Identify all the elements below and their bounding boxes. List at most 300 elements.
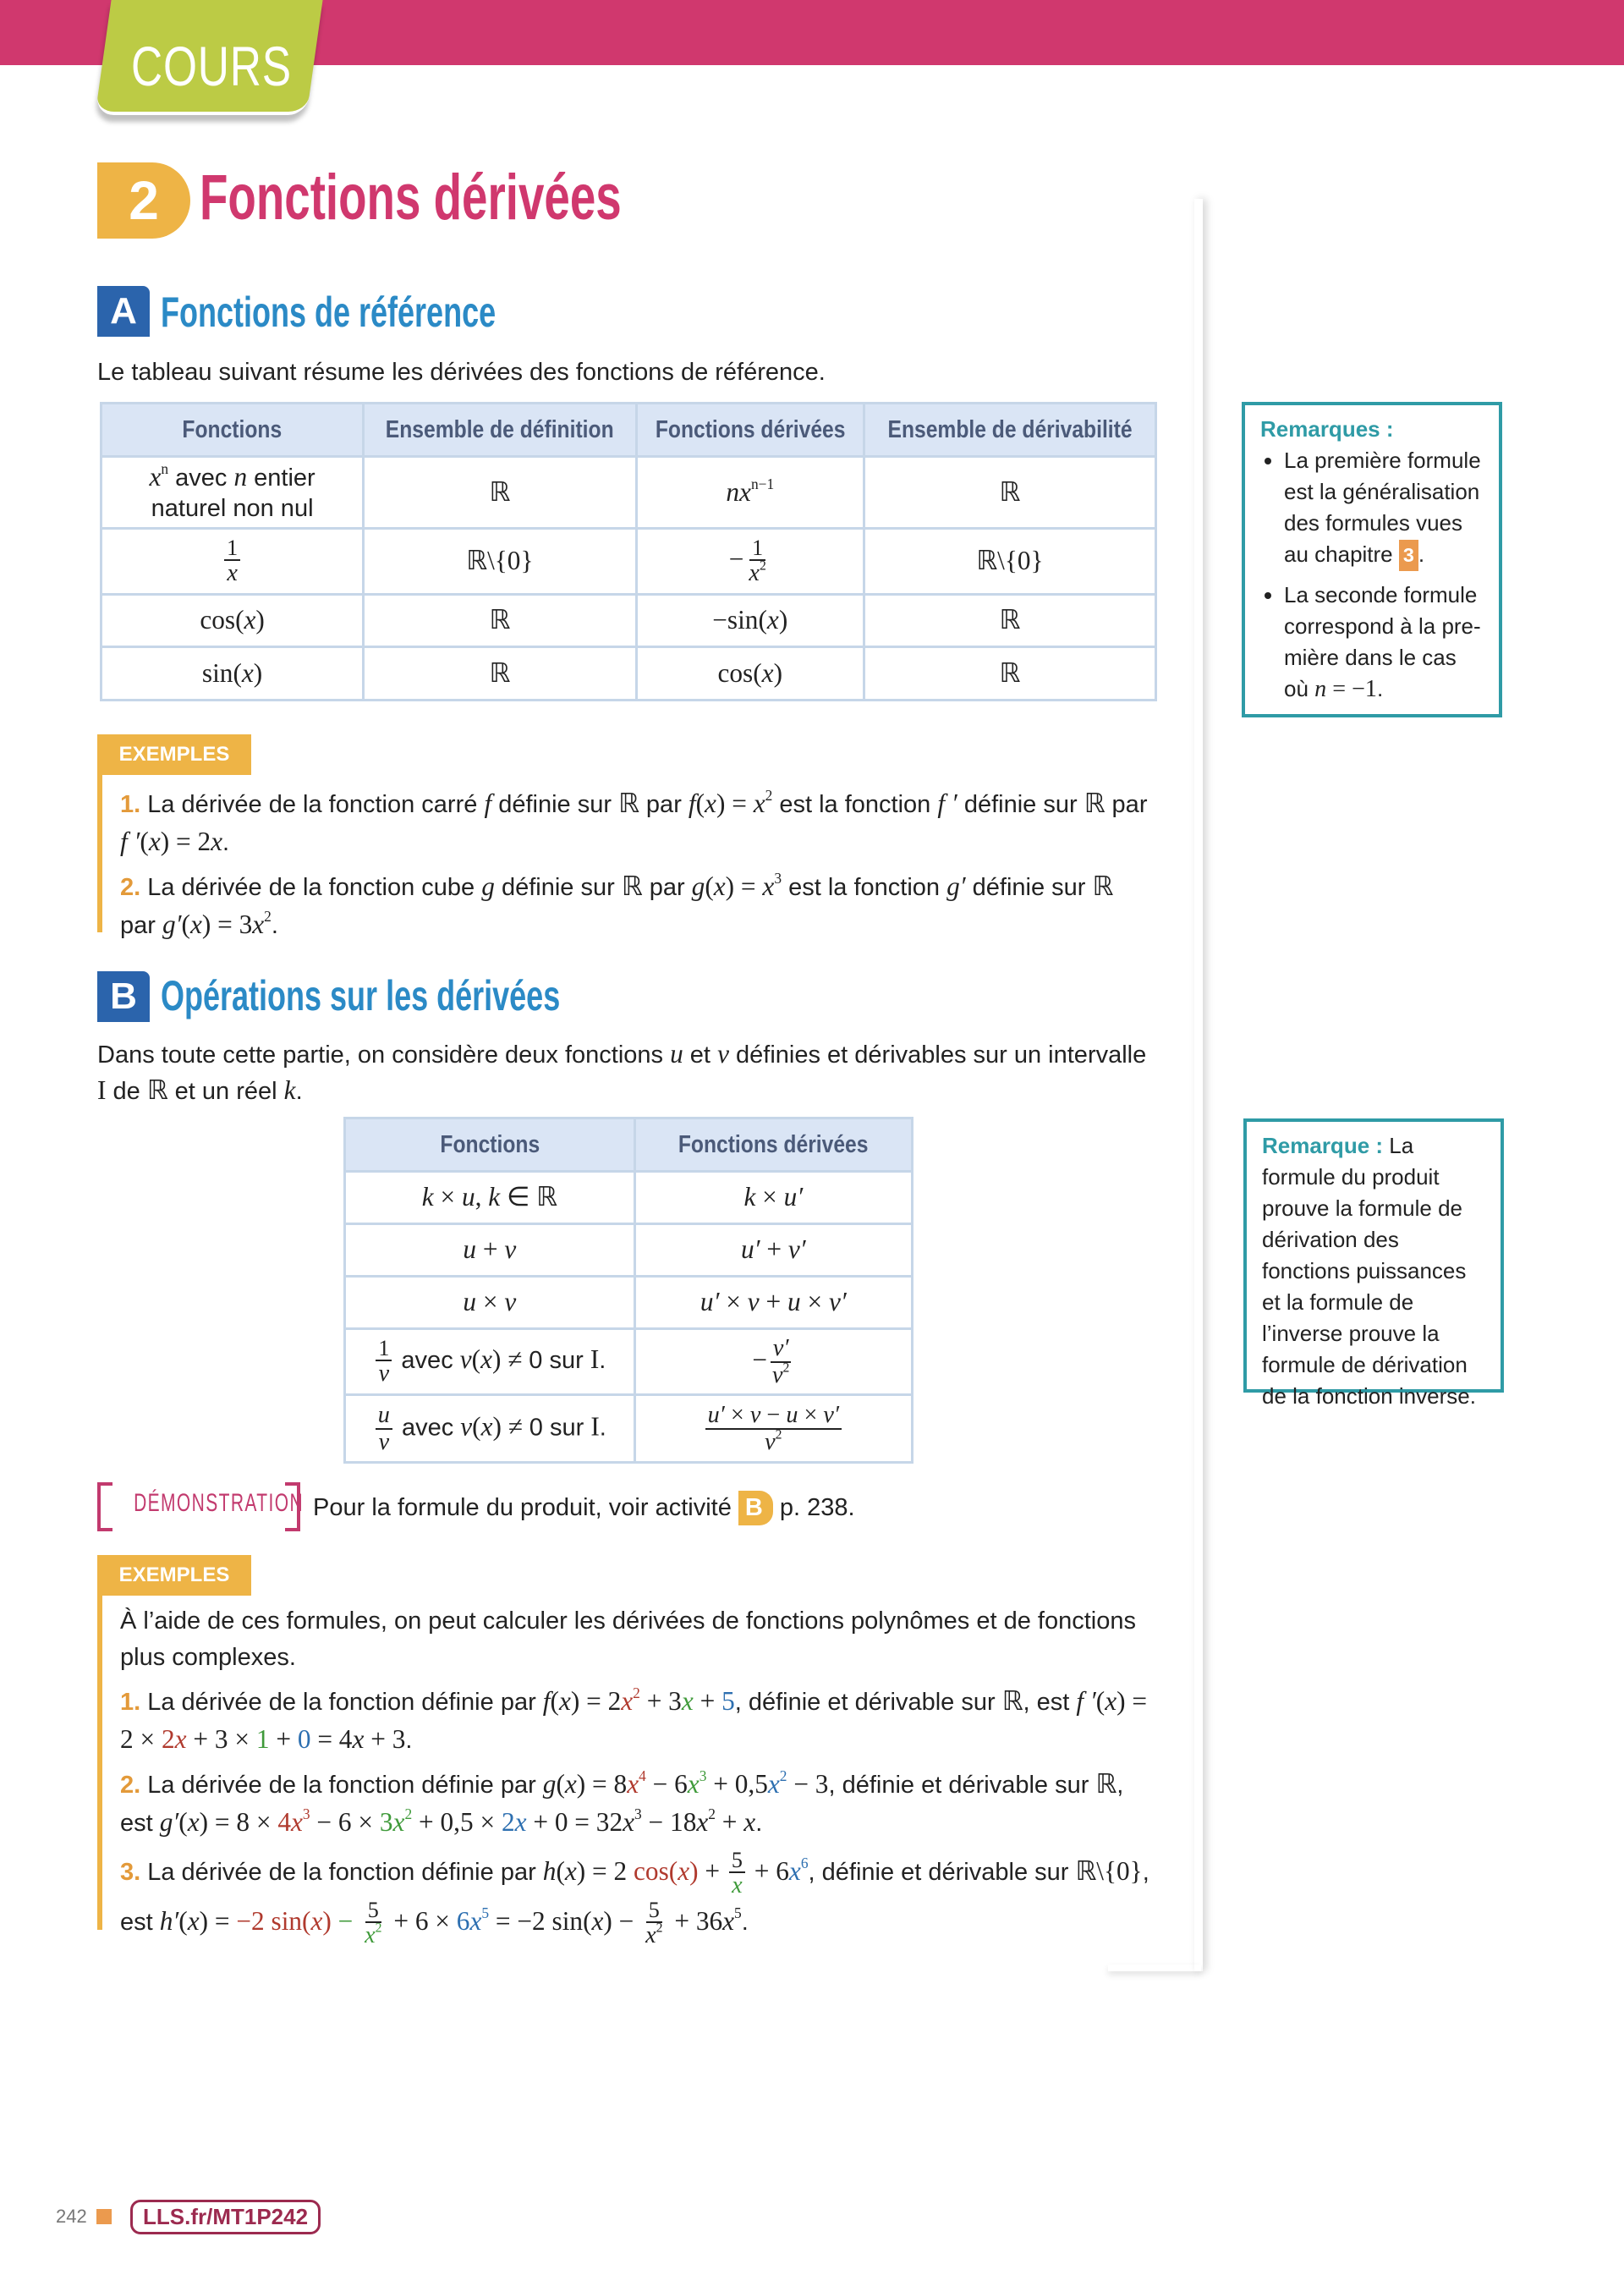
fraction (746, 536, 768, 586)
math-text: 6 (456, 1906, 470, 1937)
math-variable: u′ (783, 1182, 804, 1212)
math-text: ( (471, 1344, 481, 1375)
math-text: = −1 (1326, 676, 1377, 702)
colored-term (621, 1684, 640, 1716)
math-variable: x (766, 605, 779, 635)
math-variable: v (504, 1287, 517, 1316)
column-header-label: Fonctions dérivées (678, 1130, 869, 1158)
math-text: ) = 2 (576, 1856, 634, 1887)
math-variable: x (645, 1922, 656, 1949)
table-cell (864, 529, 1155, 595)
table-cell (102, 457, 364, 529)
math-text: I (590, 1411, 600, 1442)
colored-term (255, 1724, 270, 1754)
math-variable: v′ (787, 1234, 806, 1264)
math-text: −2 sin( (236, 1906, 311, 1937)
math-text: ) (322, 1906, 332, 1937)
example-number: 1. (120, 1689, 141, 1716)
text-run: définie sur (965, 874, 1093, 901)
math-text: ℝ (489, 657, 511, 688)
math-text: ℝ (999, 476, 1021, 507)
denominator (770, 1360, 792, 1388)
math-text: + (269, 1724, 298, 1754)
numerator (705, 1403, 842, 1430)
denominator (224, 561, 240, 586)
math-text: ∈ ℝ (500, 1182, 557, 1212)
math-text: I (590, 1344, 600, 1375)
math-text: ( (472, 1411, 481, 1442)
fraction (643, 1899, 665, 1948)
demonstration-text (313, 1491, 855, 1525)
numerator (365, 1899, 381, 1923)
math-text: ) (778, 605, 788, 635)
math-variable: g′ (946, 871, 966, 901)
math-variable: f (484, 789, 492, 818)
math-variable: x (732, 1872, 743, 1899)
math-variable: nx (726, 476, 751, 507)
cours-label: COURS (131, 35, 292, 97)
math-variable: k (743, 1182, 756, 1212)
text-run: 1 (378, 1336, 390, 1360)
math-text: cos( (634, 1856, 678, 1887)
section-a-intro: Le tableau suivant résume les dérivées des fonctions de référence. (97, 359, 826, 386)
demo-page-ref: p. 238. (779, 1494, 855, 1521)
demonstration-label: DÉMONSTRATION (134, 1489, 304, 1517)
fraction (770, 1336, 792, 1388)
math-text: cos( (717, 657, 762, 688)
math-text: ) = 2 (570, 1686, 622, 1716)
colored-term (297, 1724, 311, 1754)
math-variable: u (786, 1401, 798, 1428)
math-text: ) (689, 1856, 699, 1887)
math-text: ) = 3 (201, 909, 253, 939)
remarks-box (1242, 402, 1502, 717)
lls-link[interactable]: LLS.fr/MT1P242 (130, 2200, 321, 2234)
math-text: + 6 (747, 1856, 789, 1887)
column-header (364, 404, 636, 457)
math-variable: x (558, 1686, 571, 1716)
math-variable: x (743, 1807, 756, 1837)
math-variable: x (187, 1906, 200, 1937)
math-variable: n (233, 461, 248, 492)
table-cell (634, 1224, 912, 1277)
denominator (643, 1923, 665, 1948)
math-variable: u (463, 1234, 477, 1264)
math-variable: x (244, 605, 256, 635)
math-text: ℝ (1001, 1686, 1023, 1716)
math-text: ) = 8 (576, 1769, 628, 1799)
example-item (120, 1683, 1156, 1759)
numerator (376, 1337, 392, 1361)
math-variable: x (148, 827, 161, 856)
table-row (102, 647, 1156, 701)
math-text: , (475, 1182, 489, 1212)
text-run: . (1418, 541, 1425, 567)
math-text: ℝ\{0} (1075, 1856, 1143, 1887)
math-variable: k (488, 1182, 501, 1212)
demonstration-tag (97, 1482, 304, 1531)
colored-term (732, 1873, 743, 1898)
table-cell (864, 457, 1155, 529)
example-number: 2. (120, 874, 141, 901)
remark-box (1243, 1118, 1504, 1409)
text-run: 5 (731, 1848, 743, 1872)
table-row (345, 1277, 913, 1329)
table-cell (636, 595, 864, 647)
text-run: 5 (367, 1897, 379, 1922)
text-run: La dérivée de la fonction définie par (140, 1772, 543, 1799)
activity-badge[interactable]: B (738, 1491, 773, 1525)
math-text: = 4 (310, 1724, 353, 1754)
math-text: ℝ (146, 1075, 168, 1105)
text-run: et (683, 1041, 718, 1069)
fraction (362, 1899, 384, 1948)
math-text: ( (556, 1769, 565, 1799)
math-variable: x (564, 1769, 577, 1799)
math-variable: f ′ (937, 789, 957, 818)
text-run: La première formule est la généralisation des formules vues au chapitre (1284, 448, 1481, 567)
text-run: par (120, 912, 162, 939)
colored-term (627, 1767, 646, 1799)
text-run: . (1376, 676, 1384, 701)
math-variable: u (377, 1401, 390, 1428)
table-cell (864, 647, 1155, 701)
colored-term (634, 1856, 699, 1887)
math-variable: g (481, 871, 495, 901)
table-cell (634, 1277, 912, 1329)
math-text: ) = (199, 1906, 237, 1937)
examples-a (120, 785, 1152, 951)
colored-term (379, 1805, 413, 1837)
math-text: + 3 (364, 1724, 406, 1754)
math-variable: g (542, 1769, 557, 1799)
page-edge-shadow (1194, 199, 1203, 1971)
text-run: définie sur (957, 791, 1084, 818)
math-variable: x (1105, 1686, 1117, 1716)
text-run: , définie et dérivable sur (808, 1859, 1076, 1887)
table-row (345, 1224, 913, 1277)
colored-term (277, 1805, 310, 1837)
text-run: La dérivée de la fonction cube (140, 874, 482, 901)
colored-term (236, 1906, 332, 1937)
column-header-label: Ensemble de dérivabilité (887, 415, 1133, 443)
exponent: 2 (759, 558, 766, 574)
math-variable: g′ (162, 909, 182, 939)
text-run: définie sur (494, 874, 622, 901)
numerator (376, 1403, 392, 1430)
math-text: ℝ (999, 657, 1021, 688)
math-text: 3 (379, 1807, 393, 1837)
text-run: et un réel (167, 1078, 284, 1105)
exponent: 2 (708, 1805, 716, 1823)
math-text: ℝ (999, 605, 1021, 635)
exponent: 6 (800, 1855, 809, 1872)
table-row (345, 1395, 913, 1463)
table-cell (636, 529, 864, 595)
text-run: avec (168, 464, 234, 492)
math-text: 4 (277, 1807, 291, 1837)
colored-term (365, 1923, 381, 1948)
math-variable: x (713, 871, 726, 901)
math-variable: x (687, 1769, 700, 1799)
math-variable: x (621, 1686, 634, 1716)
text-run: . (295, 1078, 303, 1105)
denominator (729, 1873, 745, 1899)
table-row (102, 457, 1156, 529)
math-text: × (800, 1287, 829, 1316)
math-variable: u′ (741, 1234, 760, 1264)
math-variable: f (542, 1686, 551, 1716)
table-row (102, 595, 1156, 647)
math-text: ℝ (489, 476, 511, 507)
math-variable: u (670, 1039, 683, 1069)
text-run: 1 (227, 536, 239, 560)
math-variable: x (480, 1411, 493, 1442)
math-text: × (798, 1401, 824, 1428)
text-run: est la fonction (782, 874, 947, 901)
math-text: × (476, 1287, 505, 1316)
table-cell (345, 1224, 635, 1277)
math-variable: x (564, 1856, 577, 1887)
exponent: 2 (782, 1360, 790, 1375)
exponent: n (161, 459, 169, 477)
examples-bar (97, 775, 102, 932)
column-header-label: Fonctions (439, 1130, 540, 1158)
exponent: 3 (634, 1805, 642, 1823)
numerator (729, 1849, 745, 1873)
text-run: 0 sur (529, 1347, 590, 1375)
math-text: − 6 × (310, 1807, 380, 1837)
exponent: 2 (775, 1426, 782, 1442)
text-run: . (271, 912, 278, 939)
math-text: ) − (603, 1906, 641, 1937)
math-text: + 6 × (387, 1906, 457, 1937)
math-text: 0 (297, 1724, 311, 1754)
math-text: ℝ\{0} (976, 546, 1044, 575)
math-variable: x (627, 1769, 639, 1799)
math-variable: v (717, 1039, 729, 1069)
numerator (646, 1899, 662, 1923)
math-text: sin( (201, 657, 242, 688)
math-text: + 3 (639, 1686, 682, 1716)
math-text: + 0,5 × (412, 1807, 502, 1837)
math-variable: x (352, 1724, 365, 1754)
colored-term (161, 1724, 187, 1754)
column-header (634, 1118, 912, 1172)
column-header-label: Ensemble de définition (385, 415, 614, 443)
table-cell (345, 1329, 635, 1395)
math-text: − 18 (641, 1807, 697, 1837)
math-variable: v (765, 1428, 776, 1455)
math-variable: v (747, 1287, 760, 1316)
math-variable: u′ (707, 1401, 725, 1428)
math-text: ) (253, 657, 263, 688)
math-variable: x (187, 1807, 200, 1837)
exponent: 5 (481, 1904, 490, 1922)
section-b-intro (97, 1036, 1155, 1109)
math-text: ( (140, 827, 149, 856)
math-variable: v (378, 1360, 390, 1388)
colored-term (681, 1686, 694, 1716)
example-item (120, 1766, 1156, 1842)
math-text: − (752, 1344, 767, 1375)
table-cell (864, 595, 1155, 647)
exponent: 5 (734, 1904, 742, 1922)
math-variable: u (461, 1182, 475, 1212)
math-variable: x (365, 1922, 376, 1949)
denominator (762, 1426, 784, 1455)
math-text: ℝ (1095, 1769, 1117, 1799)
text-run: . (599, 1414, 606, 1442)
math-text: ) = 2 × (120, 1686, 1148, 1754)
text-run: La dérivée de la fonction définie par (140, 1689, 543, 1716)
math-variable: x (761, 657, 774, 688)
math-variable: k (283, 1075, 296, 1105)
math-text: ) (255, 605, 265, 635)
math-variable: x (310, 1906, 323, 1937)
math-text: I (97, 1075, 107, 1105)
math-text: − 3 (787, 1769, 829, 1799)
text-run: avec (394, 1414, 461, 1442)
table-cell (636, 647, 864, 701)
math-variable: x (696, 1807, 709, 1837)
examples-bar (97, 1596, 102, 1930)
math-text: ( (550, 1686, 559, 1716)
math-variable: x (705, 789, 716, 818)
math-text: ( (181, 909, 190, 939)
math-text: ℝ (618, 789, 639, 818)
chapter-badge: 3 (1399, 540, 1418, 571)
math-variable: u′ (700, 1287, 720, 1316)
denominator (746, 558, 768, 587)
text-run: 5 (648, 1897, 660, 1922)
text-run: 0 sur (529, 1414, 591, 1442)
math-variable: u (787, 1287, 801, 1316)
section-b-badge: B (97, 971, 150, 1022)
math-text: 2 (161, 1724, 175, 1754)
text-run: La formule du produit prouve la formule de dérivation des fonctions puissances et la formule de l’inverse prouve la formule de dérivation de la fonction inverse. (1262, 1133, 1476, 1409)
math-variable: x (227, 560, 238, 587)
math-text: ( (1095, 1686, 1106, 1716)
table-cell (634, 1172, 912, 1224)
colored-term (687, 1767, 707, 1799)
column-header (864, 404, 1155, 457)
exponent: 4 (639, 1767, 646, 1785)
text-run: est la fonction (772, 791, 938, 818)
math-text: ( (178, 1807, 188, 1837)
math-text: ) = 8 × (199, 1807, 278, 1837)
math-variable: x (749, 560, 760, 587)
math-text: + 36 (667, 1906, 723, 1937)
colored-term (767, 1767, 787, 1799)
text-run: . (755, 1810, 763, 1837)
math-variable: v′ (828, 1287, 847, 1316)
math-text: ℝ\{0} (466, 546, 534, 575)
math-variable: x (788, 1856, 801, 1887)
math-text: ℝ (489, 605, 511, 635)
chapter-number-badge: 2 (97, 162, 190, 239)
text-run: définies et dérivables sur un intervalle (728, 1041, 1147, 1069)
text-run: par (639, 791, 689, 818)
math-text: − (760, 1401, 787, 1428)
exponent: 2 (656, 1921, 663, 1936)
math-variable: u (463, 1287, 477, 1316)
math-text: × (755, 1182, 784, 1212)
math-text: + (476, 1234, 505, 1264)
page-bottom-shadow (1108, 1965, 1201, 1971)
table-cell (102, 647, 364, 701)
math-text: + (760, 1234, 788, 1264)
text-run: entier naturel non nul (151, 464, 315, 522)
colored-term (456, 1904, 490, 1937)
math-variable: x (174, 1724, 187, 1754)
math-variable: x (252, 909, 265, 939)
column-header (102, 404, 364, 457)
fraction (729, 1849, 745, 1899)
math-variable: x (241, 657, 254, 688)
math-text: − (728, 544, 744, 574)
math-text: + (715, 1807, 744, 1837)
math-text: − (331, 1906, 360, 1937)
fraction (705, 1403, 842, 1454)
table-cell (364, 647, 636, 701)
math-variable: g′ (159, 1807, 179, 1837)
math-text: ( (178, 1906, 188, 1937)
math-variable: x (722, 1906, 735, 1937)
table-cell (364, 457, 636, 529)
math-variable: h (542, 1856, 557, 1887)
math-text: ) ≠ (492, 1344, 529, 1375)
math-text: 5 (721, 1686, 735, 1716)
reference-derivatives-table (100, 402, 1157, 701)
text-run: Dans toute cette partie, on considère deux fonctions (97, 1041, 671, 1069)
math-text: −sin( (712, 605, 767, 635)
examples-tag: EXEMPLES (97, 1555, 251, 1596)
exponent: 3 (774, 870, 782, 887)
math-text: + (698, 1856, 727, 1887)
math-text: = −2 sin( (489, 1906, 592, 1937)
exponent: 2 (264, 908, 272, 926)
math-variable: x (681, 1686, 694, 1716)
exponent: n−1 (750, 475, 775, 492)
colored-term (721, 1686, 735, 1716)
table-cell (364, 529, 636, 595)
table-cell (364, 595, 636, 647)
footer-square-icon (96, 2209, 112, 2224)
remark-item (1284, 580, 1484, 705)
math-variable: x (514, 1807, 527, 1837)
math-text: ( (556, 1856, 565, 1887)
fraction (224, 536, 240, 586)
column-header (636, 404, 864, 457)
math-variable: x (762, 871, 775, 901)
math-variable: k (421, 1182, 434, 1212)
math-text: ( (695, 789, 705, 818)
text-run: La dérivée de la fonction définie par (140, 1859, 543, 1887)
table-cell (636, 457, 864, 529)
text-run: , définie et dérivable sur (828, 1772, 1096, 1799)
math-text: + 0 = 32 (526, 1807, 623, 1837)
exponent: 2 (404, 1805, 413, 1823)
math-variable: v (459, 1344, 472, 1375)
math-text: ) ≠ (492, 1411, 529, 1442)
text-run: définie sur (491, 791, 619, 818)
math-text: + 3 × (186, 1724, 256, 1754)
math-text: × (719, 1287, 748, 1316)
section-a-badge: A (97, 286, 150, 337)
table-cell (102, 529, 364, 595)
math-text: 1 (255, 1724, 270, 1754)
